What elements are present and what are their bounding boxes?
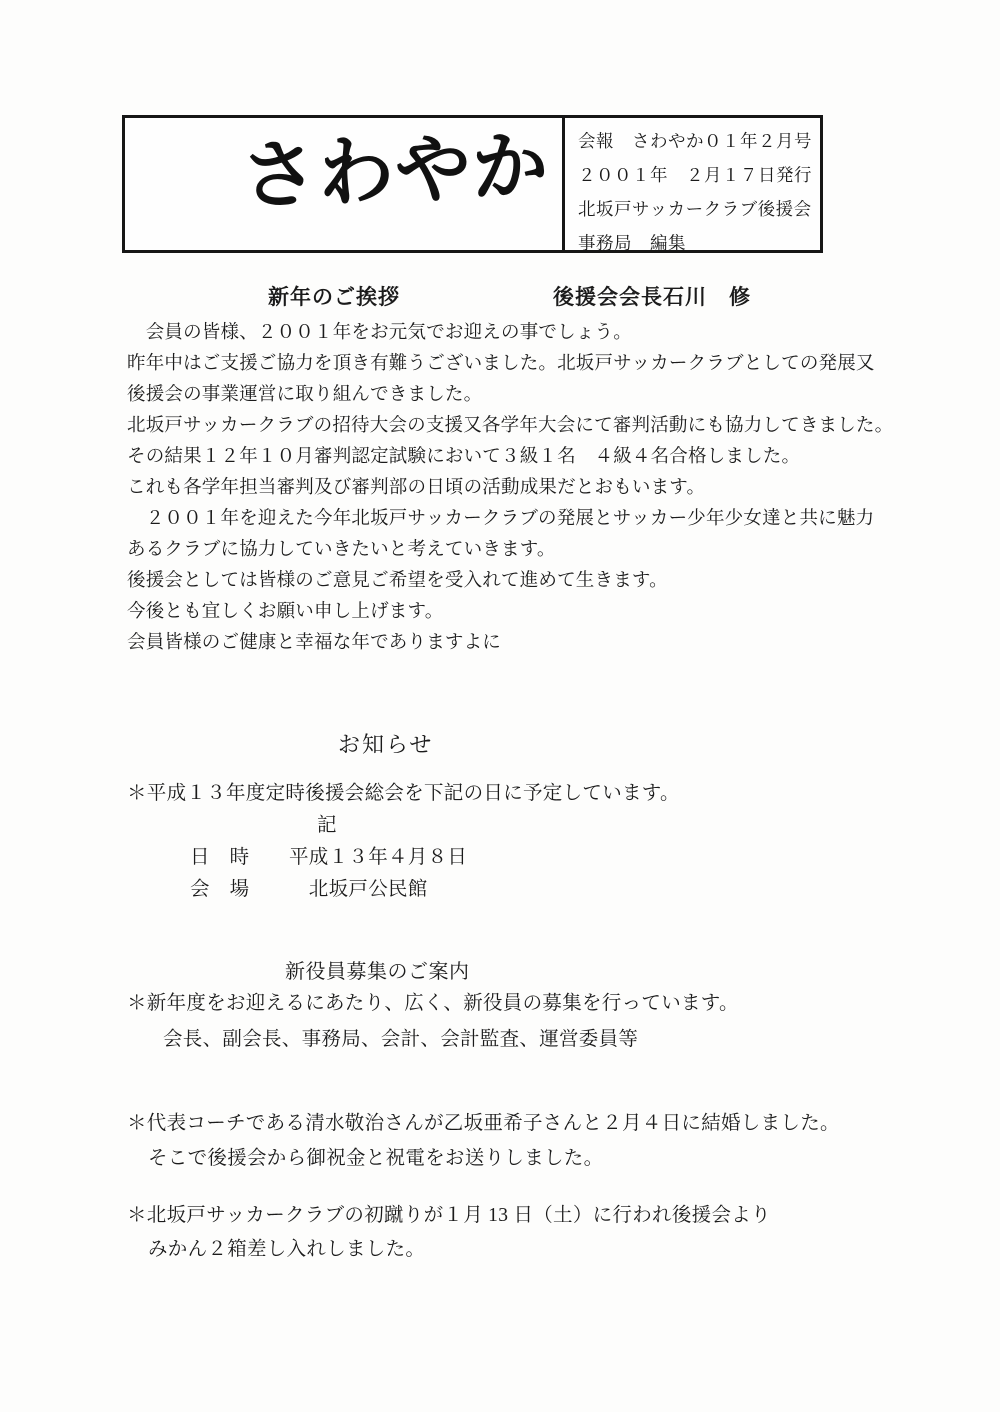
recruit-line-2: 会長、副会長、事務局、会計、会計監査、運営委員等 bbox=[163, 1029, 639, 1050]
wedding-line-2: そこで後援会から御祝金と祝電をお送りしました。 bbox=[148, 1148, 604, 1169]
issue-number-line: 会報 さわやか０１年２月号 bbox=[578, 131, 812, 151]
first-kick-line-1: ＊北坂戸サッカークラブの初蹴りが１月 13 日（土）に行われ後援会より bbox=[127, 1205, 771, 1226]
greeting-body-line: 会員皆様のご健康と幸福な年でありますよに bbox=[127, 633, 502, 653]
publish-date-line: ２００１年 ２月１７日発行 bbox=[578, 165, 812, 185]
notice-ki-marker: 記 bbox=[317, 815, 337, 836]
notice-venue-line: 会 場 北坂戸公民館 bbox=[190, 879, 428, 900]
masthead-title-cell bbox=[125, 118, 565, 250]
wedding-line-1: ＊代表コーチである清水敬治さんが乙坂亜希子さんと２月４日に結婚しました。 bbox=[127, 1113, 840, 1134]
masthead-info-cell bbox=[565, 118, 820, 253]
greeting-body-line: 後援会の事業運営に取り組んできました。 bbox=[127, 385, 483, 405]
newsletter-title: さわやか bbox=[239, 123, 551, 220]
first-kick-line-2: みかん２箱差し入れしました。 bbox=[148, 1239, 426, 1260]
notice-date-line: 日 時 平成１３年４月８日 bbox=[190, 847, 468, 868]
recruit-line-1: ＊新年度をお迎えるにあたり、広く、新役員の募集を行っています。 bbox=[127, 993, 739, 1014]
notice-meeting-line: ＊平成１３年度定時後援会総会を下記の日に予定しています。 bbox=[127, 783, 680, 804]
masthead-box bbox=[122, 115, 823, 253]
greeting-body-line: 北坂戸サッカークラブの招待大会の支援又各学年大会にて審判活動にも協力してきました。 bbox=[127, 416, 894, 436]
publisher-line: 北坂戸サッカークラブ後援会 bbox=[578, 199, 812, 219]
editor-line: 事務局 編集 bbox=[578, 233, 686, 253]
greeting-heading: 新年のご挨拶 bbox=[268, 286, 400, 309]
greeting-body bbox=[127, 318, 893, 659]
greeting-body-line: 今後とも宜しくお願い申し上げます。 bbox=[127, 602, 444, 622]
greeting-body-line: あるクラブに協力していきたいと考えていきます。 bbox=[127, 540, 556, 560]
notice-heading: お知らせ bbox=[338, 732, 434, 757]
greeting-body-line: その結果１２年１０月審判認定試験において３級１名 ４級４名合格しました。 bbox=[127, 447, 801, 467]
greeting-body-line: これも各学年担当審判及び審判部の日頃の活動成果だとおもいます。 bbox=[127, 478, 706, 498]
greeting-body-line: 昨年中はご支援ご協力を頂き有難うございました。北坂戸サッカークラブとしての発展又 bbox=[127, 354, 875, 374]
recruit-heading: 新役員募集のご案内 bbox=[285, 961, 470, 983]
greeting-body-line: ２００１年を迎えた今年北坂戸サッカークラブの発展とサッカー少年少女達と共に魅力 bbox=[127, 509, 875, 529]
greeting-author: 後援会会長石川 修 bbox=[553, 286, 751, 309]
greeting-body-line: 会員の皆様、２００１年をお元気でお迎えの事でしょう。 bbox=[127, 323, 632, 343]
greeting-body-line: 後援会としては皆様のご意見ご希望を受入れて進めて生きます。 bbox=[127, 571, 668, 591]
